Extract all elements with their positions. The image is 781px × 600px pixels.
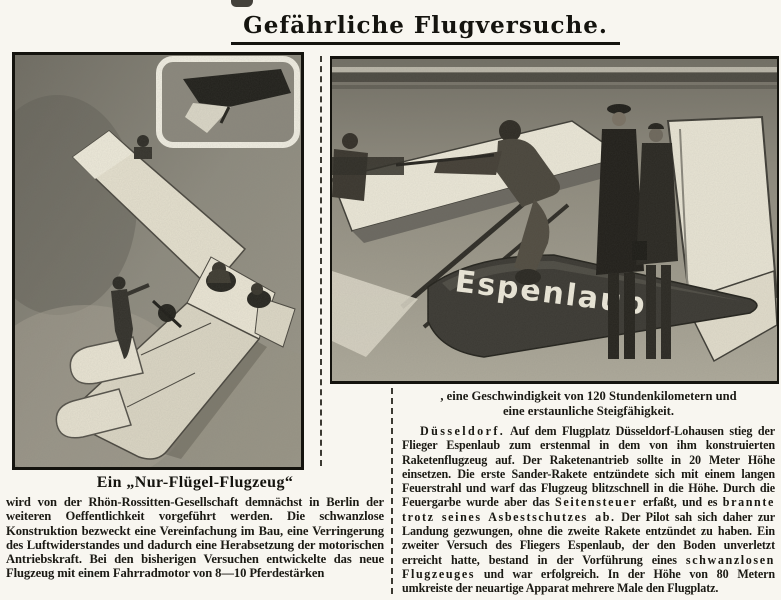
ink-smudge bbox=[231, 0, 253, 7]
right-photo bbox=[330, 56, 779, 384]
left-article-body: wird von der Rhön-Rossitten-Gesellschaft demnächst in Berlin der weiteren Oeffentlichkeit vorgeführt werden. Die schwanzlose Konstruktion bezweckt eine Vereinfachung im Bau, eine Verringerung des Luftwiderstandes und dadurch eine Herabsetzung der motorischen Antriebskraft. Bei den bisherigen Versuchen entwickelte das neue Flugzeug mit einem Fahrradmotor von 8—10 Pferdestärken bbox=[6, 495, 384, 581]
photo-grain-overlay bbox=[15, 55, 301, 467]
espenlaub-glider-photo-illustration bbox=[332, 59, 777, 381]
flying-wing-photo-illustration bbox=[15, 55, 301, 467]
right-lead-line-1: , eine Geschwindigkeit von 120 Stundenkilometern und bbox=[440, 389, 737, 403]
right-lead-line-2: eine erstaunliche Steigfähigkeit. bbox=[502, 404, 675, 418]
text-column-divider bbox=[391, 388, 393, 594]
left-caption-heading: Ein „Nur-Flügel-Flugzeug“ bbox=[96, 474, 294, 491]
left-photo bbox=[12, 52, 304, 470]
right-article-body: Düsseldorf. Auf dem Flugplatz Düsseldorf-Lohausen stieg der Flieger Espenlaub zum erstenmal in dem von ihm konstruierten Raketenflugzeug auf. Der Raketenantrieb sollte in 20 Meter Höhe einsetzen. Die erste Sander-Rakete entzündete sich mit einem langen Feuerstrahl und warf das Flugzeug blitzschnell in die Höhe. Durch die Feuergarbe wurde aber das Seitensteuer erfaßt, und es brannte trotz seines Asbestschutzes ab. Der Pilot sah sich daher zur Landung gezwungen, ohne die zweite Rakete entzündet zu haben. Ein zweiter Versuch des Fliegers Espenlaub, der den Boden unverletzt erreicht hatte, bestand in der Vorführung eines schwanzlosen Flugzeuges und war erfolgreich. In der Höhe von 80 Metern umkreiste der neuartige Apparat mehrere Male den Flugplatz. bbox=[402, 424, 775, 596]
photo-column-divider bbox=[320, 56, 322, 466]
photo-grain-overlay-right bbox=[332, 59, 777, 381]
masthead bbox=[70, 12, 781, 45]
right-lead-lines bbox=[402, 389, 775, 419]
page-title: Gefährliche Flugversuche. bbox=[231, 12, 620, 45]
